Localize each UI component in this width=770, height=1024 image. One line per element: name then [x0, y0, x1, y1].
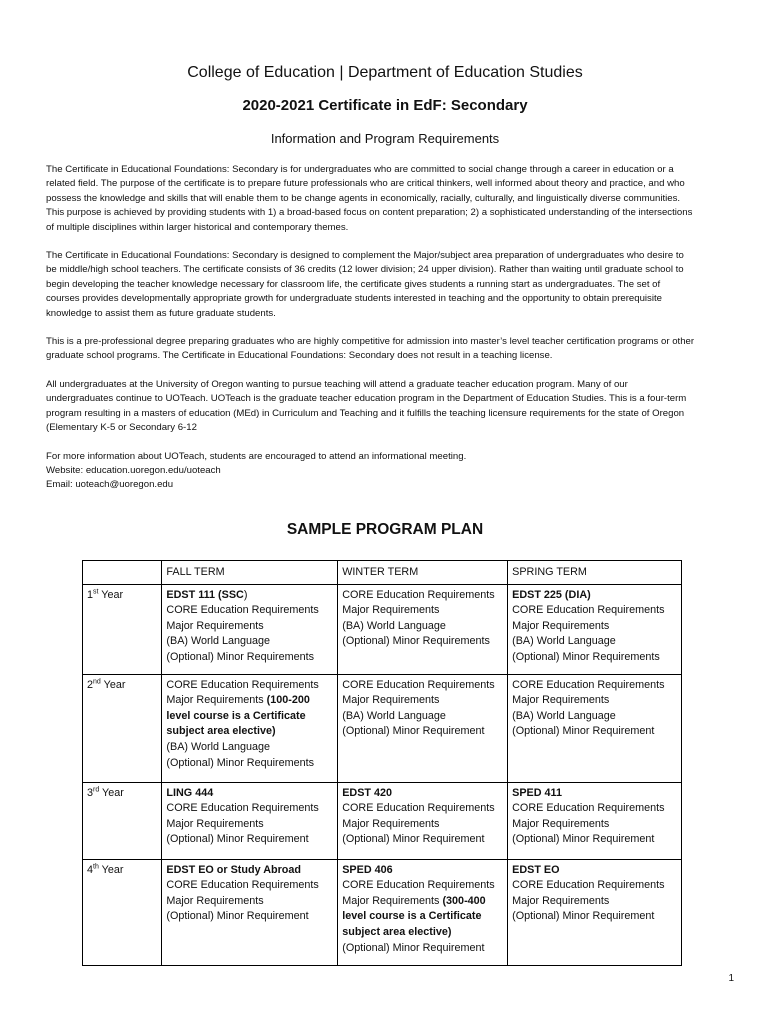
program-plan-table	[82, 560, 682, 966]
department-heading: College of Education | Department of Education Studies	[187, 64, 583, 81]
intro-paragraph-2: The Certificate in Educational Foundations: Secondary is designed to complement the Major/subject area preparation of undergraduates who desire to be middle/high school teachers. The certificate consists of 36 credits (12 lower division; 24 upper division). Rather than waiting until graduate school to begin developing the teacher knowledge necessary for classroom life, the certificate gives students a running start as undergraduates. The set of courses provides developmentally appropriate growth for undergraduate students interested in teaching and the opportunity to obtain prerequisite knowledge to assist them as future graduate students.	[46, 250, 684, 319]
table-row	[83, 584, 682, 674]
year-label: 4th Year	[83, 859, 162, 965]
intro-paragraph-4: All undergraduates at the University of Oregon wanting to pursue teaching will attend a graduate teacher education program. Many of our undergraduates continue to UOTeach. UOTeach is the graduate teacher education program in the Department of Education Studies. This is a four-term program resulting in a masters of education (MEd) in Curriculum and Teaching and it fulfills the teaching licensure requirements for the state of Oregon (Elementary K-5 or Secondary 6-12	[46, 378, 687, 434]
table-row	[83, 674, 682, 782]
cell-y4-fall: EDST EO or Study Abroad CORE Education Requirements Major Requirements (Optional) Minor Requirement	[162, 859, 338, 965]
cell-y3-winter: EDST 420 CORE Education Requirements Major Requirements (Optional) Minor Requirement	[338, 782, 508, 859]
cell-y2-fall: CORE Education Requirements Major Requirements (100-200 level course is a Certificate subject area elective) (BA) World Language (Optional) Minor Requirements	[162, 674, 338, 782]
more-info-text: For more information about UOTeach, students are encouraged to attend an informational meeting.	[46, 450, 467, 462]
cell-y1-winter: CORE Education Requirements Major Requirements (BA) World Language (Optional) Minor Requirements	[338, 584, 508, 674]
cell-y1-fall: EDST 111 (SSC) CORE Education Requirements Major Requirements (BA) World Language (Optional) Minor Requirements	[162, 584, 338, 674]
table-row	[83, 859, 682, 965]
table-header-row	[83, 561, 682, 585]
cell-y4-spring: EDST EO CORE Education Requirements Major Requirements (Optional) Minor Requirement	[508, 859, 682, 965]
cell-y3-fall: LING 444 CORE Education Requirements Major Requirements (Optional) Minor Requirement	[162, 782, 338, 859]
page-subtitle: Information and Program Requirements	[270, 131, 500, 146]
header-winter-term: WINTER TERM	[338, 561, 508, 585]
header-spring-term: SPRING TERM	[508, 561, 682, 585]
cell-y2-winter: CORE Education Requirements Major Requirements (BA) World Language (Optional) Minor Requirement	[338, 674, 508, 782]
email-text: Email: uoteach@uoregon.edu	[46, 479, 174, 491]
cell-y3-spring: SPED 411 CORE Education Requirements Major Requirements (Optional) Minor Requirement	[508, 782, 682, 859]
year-label: 2nd Year	[83, 674, 162, 782]
website-text: Website: education.uoregon.edu/uoteach	[46, 464, 221, 476]
cell-y2-spring: CORE Education Requirements Major Requirements (BA) World Language (Optional) Minor Requirement	[508, 674, 682, 782]
year-label: 1st Year	[83, 584, 162, 674]
header-fall-term: FALL TERM	[162, 561, 338, 585]
page-number: 1	[728, 973, 734, 984]
header-year	[83, 561, 162, 585]
certificate-title: 2020-2021 Certificate in EdF: Secondary	[242, 97, 528, 114]
cell-y1-spring: EDST 225 (DIA) CORE Education Requirements Major Requirements (BA) World Language (Optional) Minor Requirements	[508, 584, 682, 674]
table-row	[83, 782, 682, 859]
intro-paragraph-1: The Certificate in Educational Foundations: Secondary is for undergraduates who are committed to social change through a career in education or a related field. The purpose of the certificate is to prepare future professionals who are critical thinkers, well informed about theory and practice, and who possess the knowledge and skills that will enable them to be change agents in economically, racially, culturally, and linguistically diverse communities. This purpose is achieved by providing students with 1) a broad-based focus on content preparation; 2) a sophisticated understanding of the intersections of multiple disciplines within larger historical and contemporary themes.	[46, 164, 693, 233]
intro-text	[46, 163, 696, 493]
program-plan-title: SAMPLE PROGRAM PLAN	[286, 521, 484, 538]
intro-paragraph-3: This is a pre-professional degree preparing graduates who are highly competitive for admission into master’s level teacher certification programs or other graduate school programs. The Certificate in Educational Foundations: Secondary does not result in a teaching license.	[46, 336, 695, 362]
year-label: 3rd Year	[83, 782, 162, 859]
cell-y4-winter: SPED 406 CORE Education Requirements Major Requirements (300-400 level course is a Certificate subject area elective) (Optional) Minor Requirement	[338, 859, 508, 965]
